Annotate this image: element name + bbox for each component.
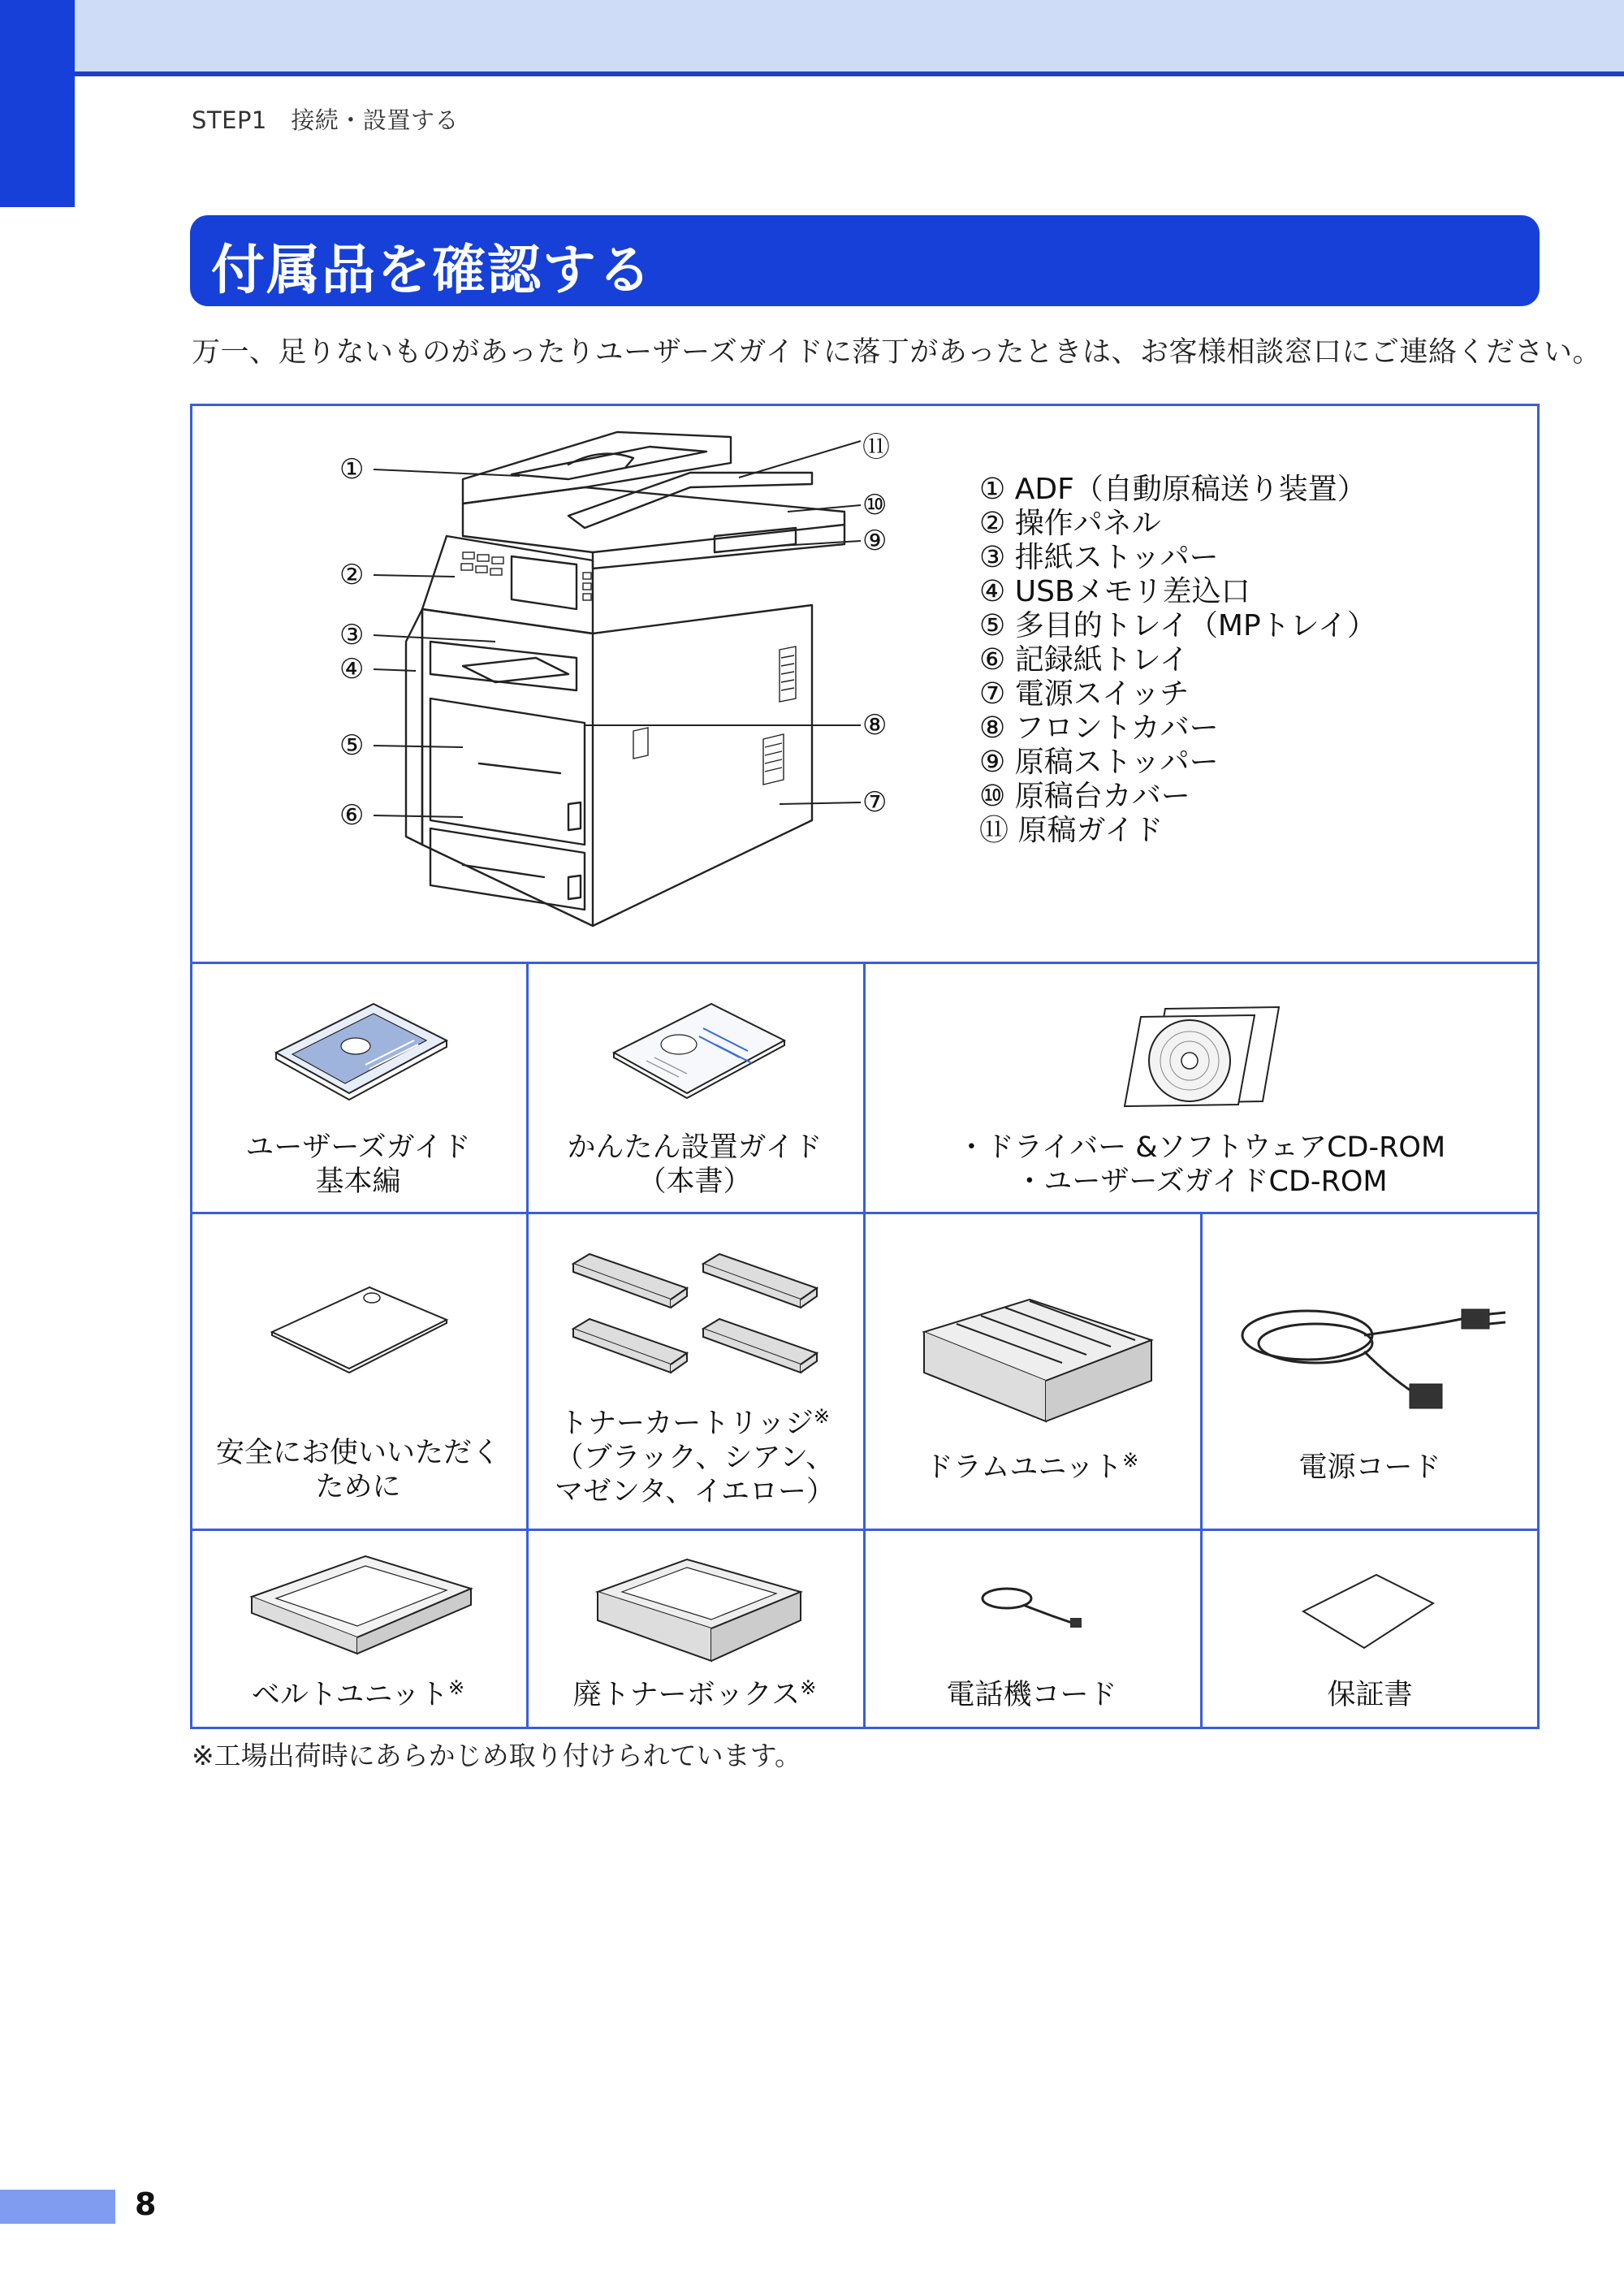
callout-number: ①	[339, 453, 365, 486]
item-label-belt: ベルトユニット※	[251, 1676, 465, 1711]
legend-item: ③ 排紙ストッパー	[979, 541, 1219, 574]
legend-item: ⑥ 記録紙トレイ	[979, 643, 1189, 677]
item-label-users-guide: ユーザーズガイド 基本編	[245, 1131, 471, 1198]
legend-item: ⑤ 多目的トレイ（MPトレイ）	[979, 609, 1376, 642]
legend-item: ② 操作パネル	[979, 507, 1161, 540]
callout-number: ⑪	[862, 431, 890, 464]
legend-item: ① ADF（自動原稿送り装置）	[979, 473, 1367, 506]
item-label-warranty: 保証書	[1327, 1679, 1413, 1711]
drum-unit-icon	[908, 1291, 1168, 1446]
page-tab	[0, 2190, 115, 2224]
safety-booklet-icon	[268, 1283, 455, 1381]
callout-number: ④	[339, 653, 365, 685]
callout-number: ③	[339, 619, 365, 651]
setup-guide-sheet-icon	[606, 1004, 793, 1109]
callout-number: ⑥	[339, 799, 365, 832]
item-label-waste-toner: 廃トナーボックス※	[572, 1676, 817, 1711]
item-label-phone-cord: 電話機コード	[946, 1679, 1117, 1711]
users-guide-booklet-icon	[268, 1004, 455, 1109]
toner-cartridges-icon	[565, 1248, 825, 1394]
item-label-toner: トナーカートリッジ※ （ブラック、シアン、 マゼンタ、イエロー）	[554, 1405, 836, 1508]
power-cord-icon	[1226, 1295, 1518, 1416]
callout-number: ②	[339, 559, 365, 591]
page-title: 付属品を確認する	[211, 239, 653, 301]
item-label-cdrom: ・ドライバー &ソフトウェアCD-ROM ・ユーザーズガイドCD-ROM	[957, 1131, 1446, 1198]
legend-item: ⑧ フロントカバー	[979, 711, 1219, 745]
callout-number: ⑦	[862, 786, 888, 819]
callout-leaders	[0, 0, 1624, 975]
legend-item: ⑩ 原稿台カバー	[979, 780, 1190, 813]
item-label-safety: 安全にお使いいただく ために	[215, 1437, 500, 1503]
legend-item: ⑦ 電源スイッチ	[979, 677, 1190, 711]
callout-number: ⑩	[862, 489, 888, 521]
parts-legend	[979, 473, 1376, 848]
callout-number: ⑤	[339, 729, 365, 762]
intro-text: 万一、足りないものがあったりユーザーズガイドに落丁があったときは、お客様相談窓口にご連絡ください。	[192, 336, 1602, 369]
phone-cord-icon	[974, 1582, 1088, 1639]
page-number: 8	[135, 2186, 157, 2222]
table-divider	[526, 962, 529, 1729]
legend-item: ⑪ 原稿ガイド	[979, 814, 1164, 847]
cd-rom-icon	[1116, 1001, 1287, 1106]
legend-item: ⑨ 原稿ストッパー	[979, 746, 1219, 779]
item-label-power-cord: 電源コード	[1298, 1451, 1441, 1484]
breadcrumb: STEP1 接続・設置する	[192, 106, 459, 134]
warranty-sheet-icon	[1299, 1571, 1437, 1652]
footnote: ※工場出荷時にあらかじめ取り付けられています。	[192, 1740, 802, 1771]
item-label-setup-guide: かんたん設置ガイド （本書）	[567, 1131, 823, 1198]
item-label-drum: ドラムユニット※	[924, 1449, 1139, 1484]
waste-toner-box-icon	[590, 1551, 809, 1673]
belt-unit-icon	[244, 1548, 479, 1670]
callout-number: ⑨	[862, 525, 888, 557]
callout-number: ⑧	[862, 709, 888, 742]
table-divider	[863, 962, 866, 1729]
legend-item: ④ USBメモリ差込口	[979, 575, 1250, 608]
